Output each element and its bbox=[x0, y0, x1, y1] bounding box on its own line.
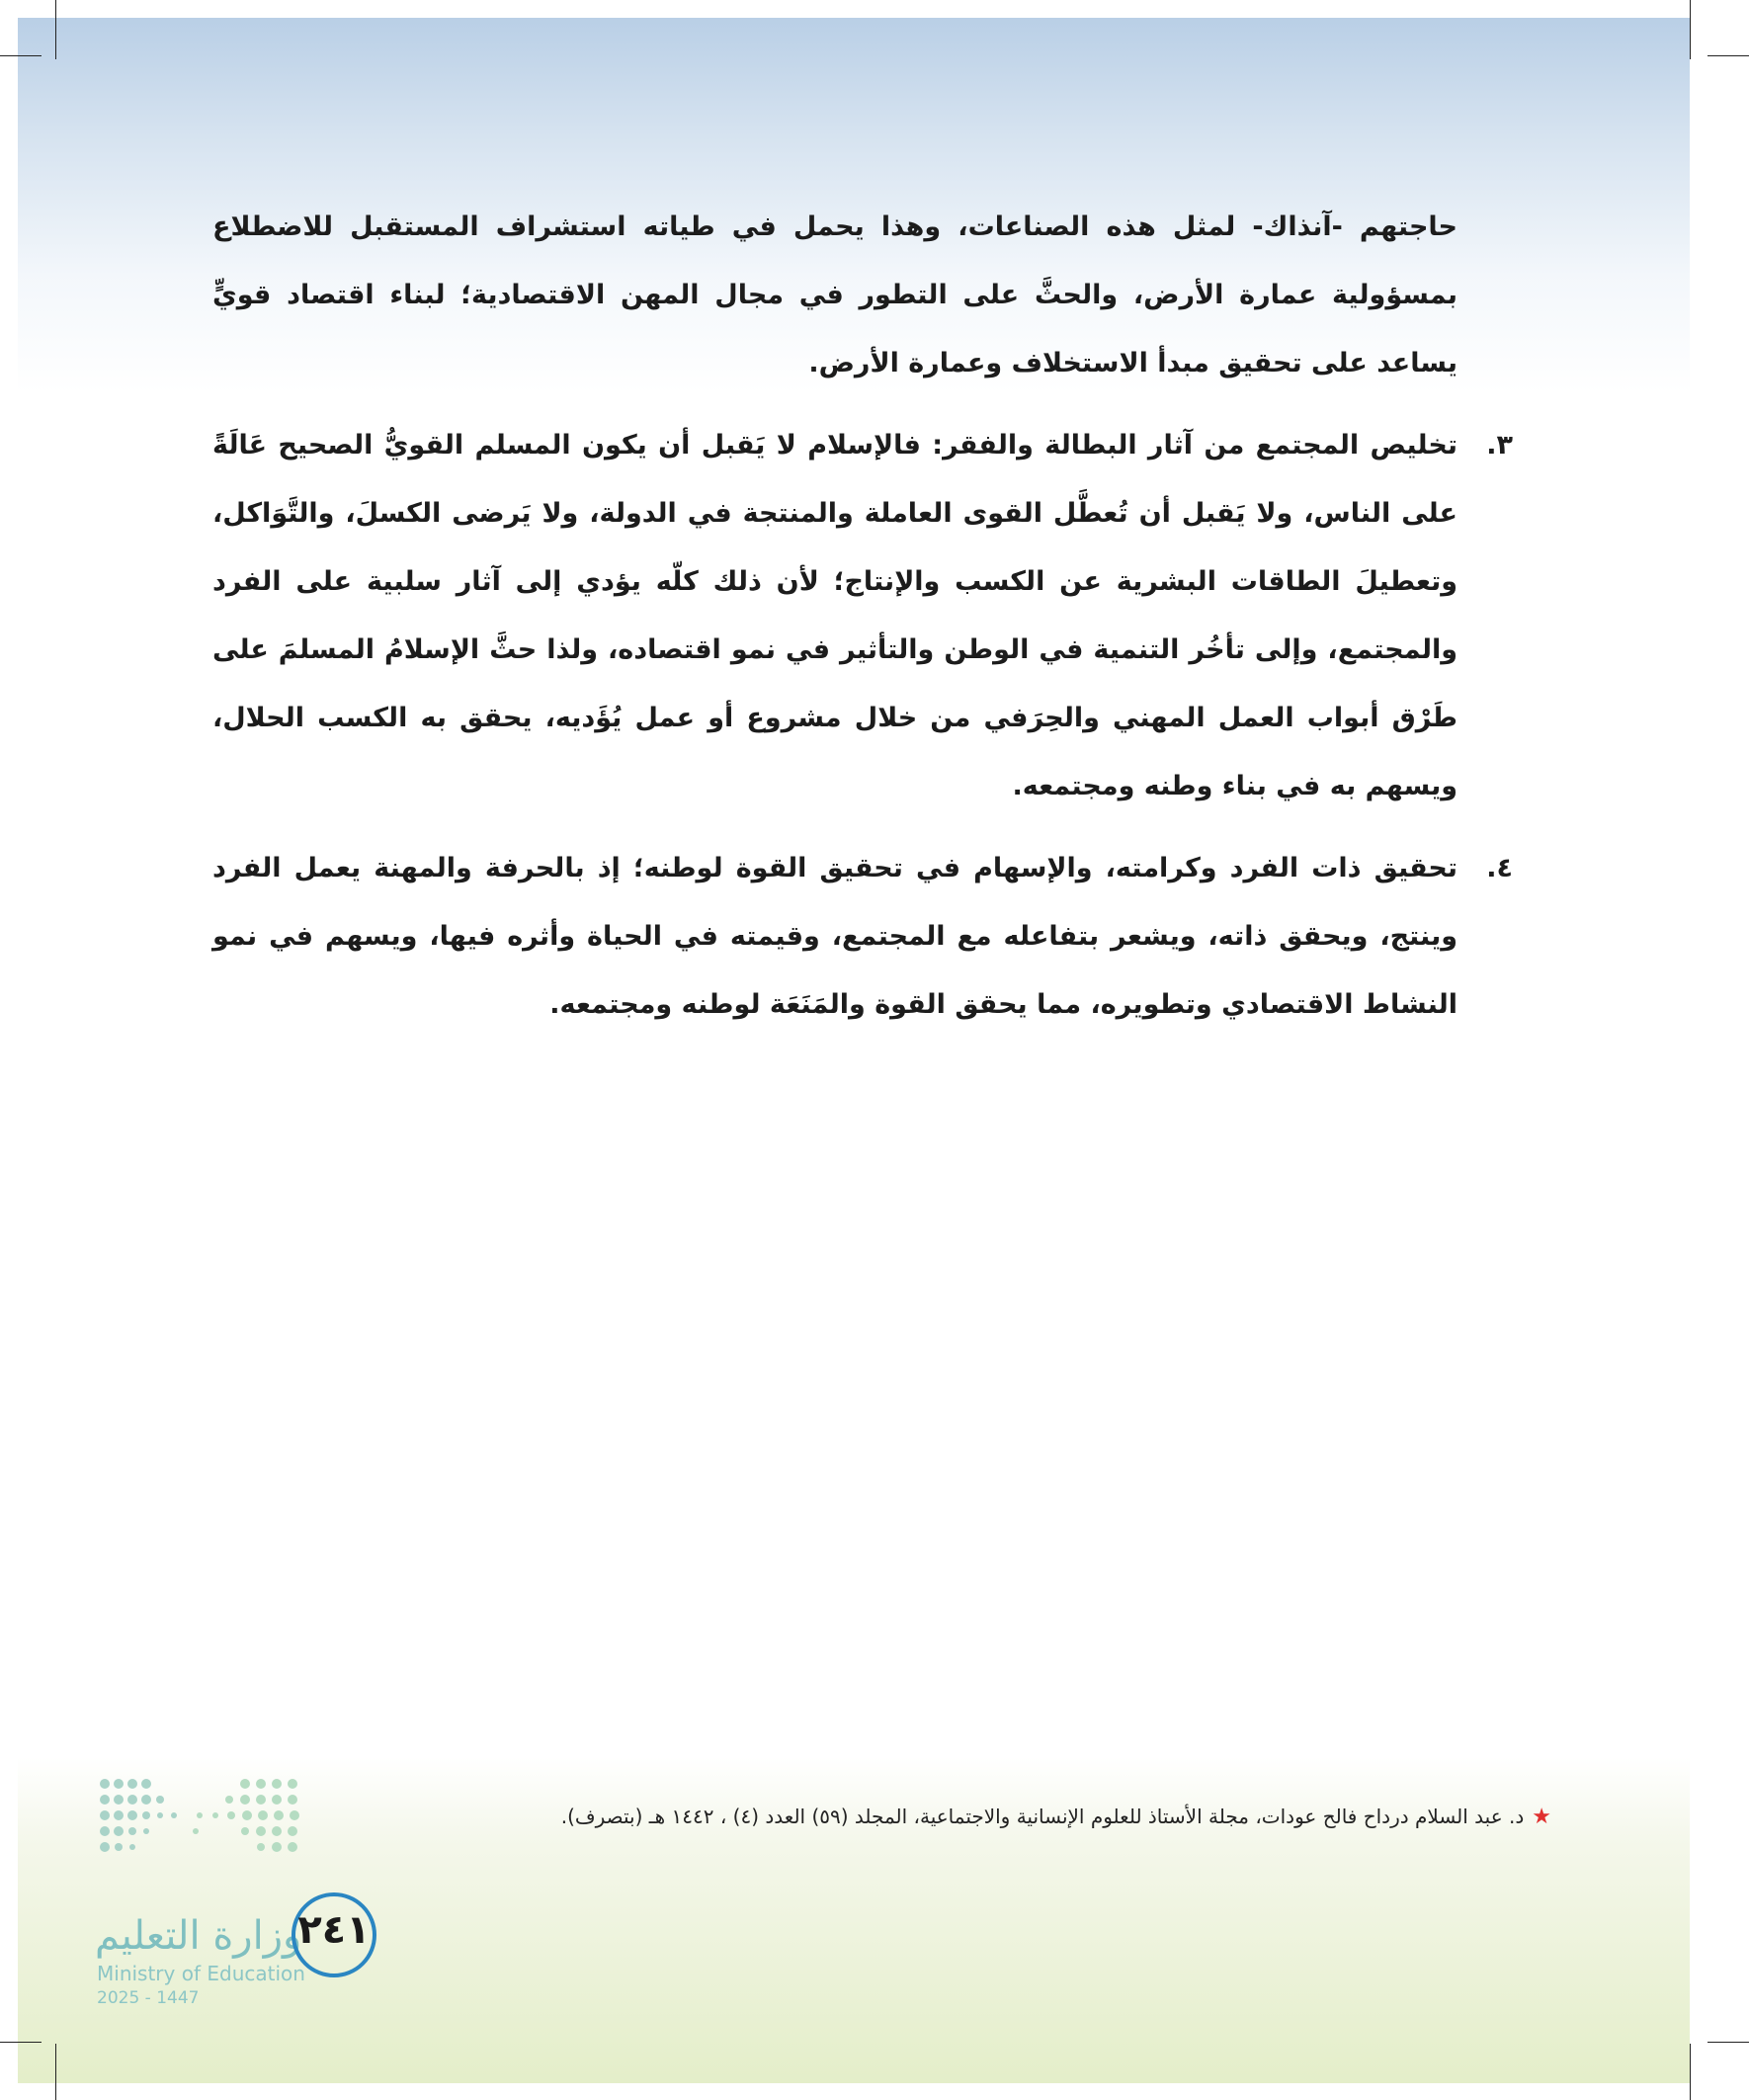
ministry-logo-dots bbox=[97, 1776, 309, 1861]
crop-mark bbox=[1707, 2042, 1749, 2043]
crop-mark bbox=[0, 55, 42, 56]
star-icon: ★ bbox=[1532, 1805, 1551, 1829]
item-text: تحقيق ذات الفرد وكرامته، والإسهام في تحقيق القوة لوطنه؛ إذ بالحرفة والمهنة يعمل الفرد وينتج، ويحقق ذاته، ويشعر بتفاعله مع المجتمع، وقيمته في الحياة وأثره فيها، ويسهم في نمو النشاط الاقتصادي وتطويره، مما يحقق القوة والمَنَعَة لوطنه ومجتمعه. bbox=[212, 853, 1458, 1020]
crop-mark bbox=[1690, 0, 1691, 59]
ministry-logo-arabic: وزارة التعليم bbox=[95, 1913, 302, 1959]
page-number: ٢٤١ bbox=[297, 1907, 371, 1953]
item-number: ٣. bbox=[1486, 430, 1513, 461]
crop-mark bbox=[0, 2042, 42, 2043]
ministry-logo-year: 2025 - 1447 bbox=[97, 1988, 200, 2008]
list-item bbox=[212, 834, 1513, 1039]
list-item bbox=[212, 411, 1513, 820]
item-text: تخليص المجتمع من آثار البطالة والفقر: فالإسلام لا يَقبل أن يكون المسلم القويُّ الصحيح عَالَةً على الناس، ولا يَقبل أن تُعطَّل القوى العاملة والمنتجة في الدولة، ولا يَرضى الكسلَ، والتَّوَاكل، وتعطيلَ الطاقات البشرية عن الكسب والإنتاج؛ لأن ذلك كلّه يؤدي إلى آثار سلبية على الفرد والمجتمع، وإلى تأخُر التنمية في الوطن والتأثير في نمو اقتصاده، ولذا حثَّ الإسلامُ المسلمَ على طَرْق أبواب العمل المهني والحِرَفي من خلال مشروع أو عمل يُؤَديه، يحقق به الكسب الحلال، ويسهم به في بناء وطنه ومجتمعه. bbox=[212, 430, 1458, 801]
footnote bbox=[464, 1805, 1551, 1829]
crop-mark bbox=[55, 2044, 56, 2100]
crop-mark bbox=[1707, 55, 1749, 56]
crop-mark bbox=[1690, 2044, 1691, 2100]
item-number: ٤. bbox=[1486, 853, 1513, 883]
body-text bbox=[212, 193, 1513, 1039]
footnote-text: د. عبد السلام درداح فالح عودات، مجلة الأستاذ للعلوم الإنسانية والاجتماعية، المجلد (٥٩) العدد (٤) ، ١٤٤٢ هـ (بتصرف). bbox=[560, 1805, 1525, 1828]
intro-paragraph: حاجتهم -آنذاك- لمثل هذه الصناعات، وهذا يحمل في طياته استشراف المستقبل للاضطلاع بمسؤولية عمارة الأرض، والحثَّ على التطور في مجال المهن الاقتصادية؛ لبناء اقتصاد قويٍّ يساعد على تحقيق مبدأ الاستخلاف وعمارة الأرض. bbox=[212, 211, 1458, 378]
crop-mark bbox=[55, 0, 56, 59]
ministry-logo-english: Ministry of Education bbox=[97, 1962, 305, 1985]
